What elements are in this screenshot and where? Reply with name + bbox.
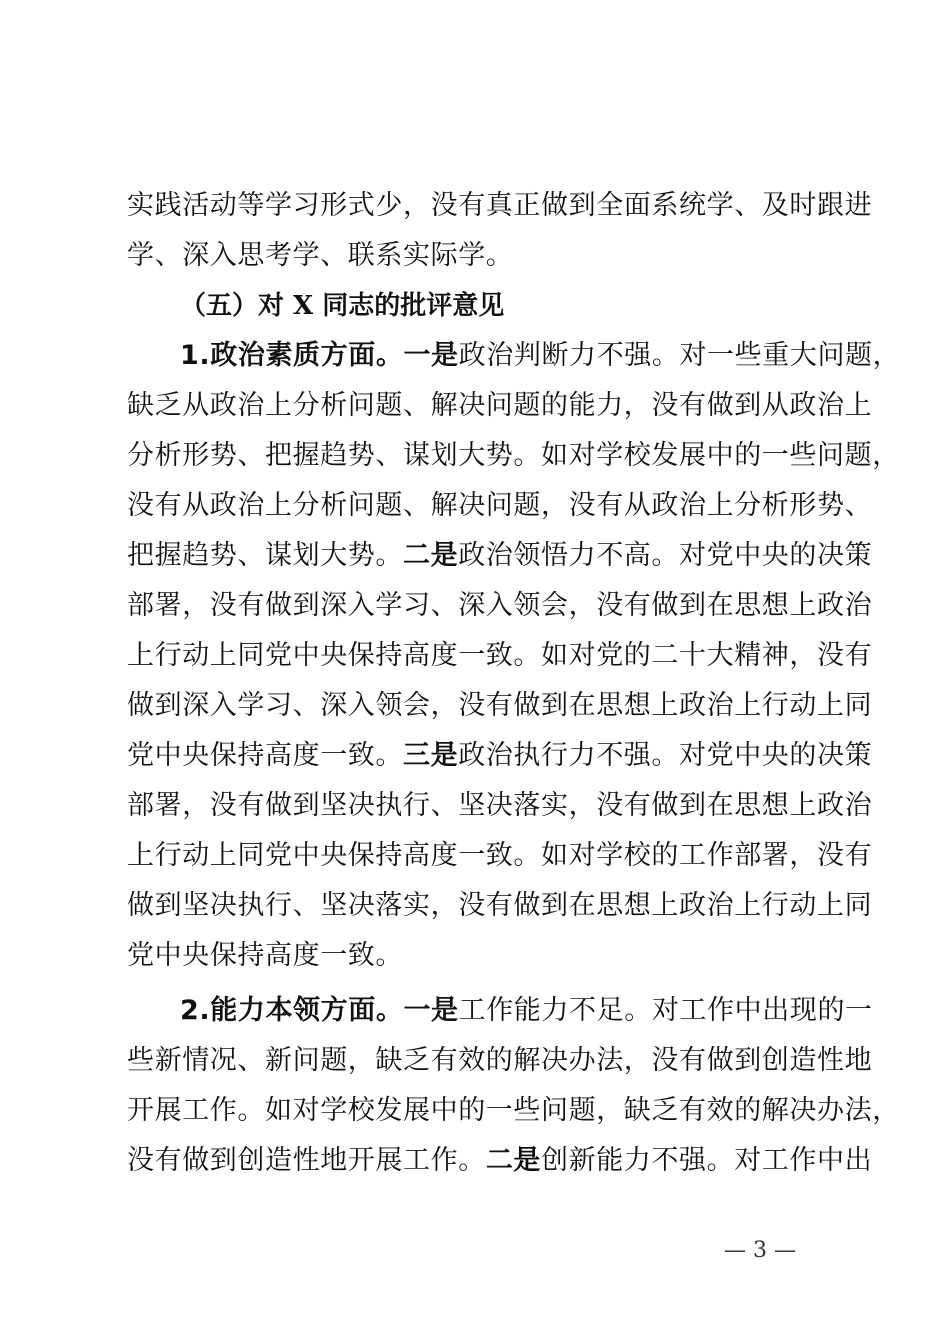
text-segment: 上行动上同党中央保持高度一致。如对学校的工作部署，没有 [127, 840, 873, 871]
text-segment: 实践活动等学习形式少，没有真正做到全面系统学、及时跟进 [127, 190, 873, 221]
bold-text-segment: 2.能力本领方面。 [180, 995, 404, 1026]
bold-text-segment: 1.政治素质方面。 [180, 340, 404, 371]
page-number: — 3 — [724, 1238, 796, 1263]
text-segment: 部署，没有做到坚决执行、坚决落实，没有做到在思想上政治 [127, 790, 873, 821]
text-segment: 做到深入学习、深入领会，没有做到在思想上政治上行动上同 [127, 690, 873, 721]
text-segment: 党中央保持高度一致。 [127, 940, 403, 971]
text-segment: 工作能力不足。对工作中出现的一 [458, 995, 873, 1026]
text-segment: 开展工作。如对学校发展中的一些问题，缺乏有效的解决办法， [127, 1095, 900, 1126]
text-line [127, 1136, 873, 1186]
text-segment: 些新情况、新问题，缺乏有效的解决办法，没有做到创造性地 [127, 1045, 873, 1076]
section-heading [180, 281, 504, 331]
text-line [127, 681, 873, 731]
text-line [127, 431, 900, 481]
bold-text-segment: 一是 [403, 995, 459, 1026]
text-line [127, 1036, 873, 1086]
text-segment: 上行动上同党中央保持高度一致。如对党的二十大精神，没有 [127, 640, 873, 671]
text-line [127, 531, 873, 581]
bold-text-segment: （五）对 X 同志的批评意见 [180, 291, 505, 321]
text-line [127, 781, 873, 831]
text-segment: 缺乏从政治上分析问题、解决问题的能力，没有做到从政治上 [127, 390, 873, 421]
bold-text-segment: 三是 [403, 740, 459, 771]
text-line [127, 831, 873, 881]
text-line [127, 731, 873, 781]
text-segment: 政治判断力不强。对一些重大问题， [458, 340, 901, 371]
text-segment: 党中央保持高度一致。 [127, 740, 403, 771]
text-line [127, 181, 873, 231]
text-line [127, 1086, 900, 1136]
text-line [127, 231, 867, 281]
bold-text-segment: 二是 [485, 1145, 542, 1176]
text-line [127, 581, 873, 631]
text-segment: 创新能力不强。对工作中出 [541, 1145, 873, 1176]
text-line [127, 931, 867, 981]
text-segment: 做到坚决执行、坚决落实，没有做到在思想上政治上行动上同 [127, 890, 873, 921]
text-segment: 学、深入思考学、联系实际学。 [127, 240, 514, 271]
text-segment: 没有从政治上分析问题、解决问题，没有从政治上分析形势、 [127, 490, 873, 521]
bold-text-segment: 一是 [403, 340, 459, 371]
text-segment: 政治领悟力不高。对党中央的决策 [458, 540, 873, 571]
text-segment: 把握趋势、谋划大势。 [127, 540, 403, 571]
text-line [180, 331, 920, 381]
text-segment: 政治执行力不强。对党中央的决策 [458, 740, 873, 771]
text-line [127, 631, 873, 681]
text-segment: 分析形势、把握趋势、谋划大势。如对学校发展中的一些问题， [127, 440, 900, 471]
text-segment: 部署，没有做到深入学习、深入领会，没有做到在思想上政治 [127, 590, 873, 621]
text-line [127, 381, 873, 431]
text-line [180, 986, 920, 1036]
text-line [127, 881, 873, 931]
text-line [127, 481, 873, 531]
text-segment: 没有做到创造性地开展工作。 [127, 1145, 486, 1176]
bold-text-segment: 二是 [403, 540, 459, 571]
